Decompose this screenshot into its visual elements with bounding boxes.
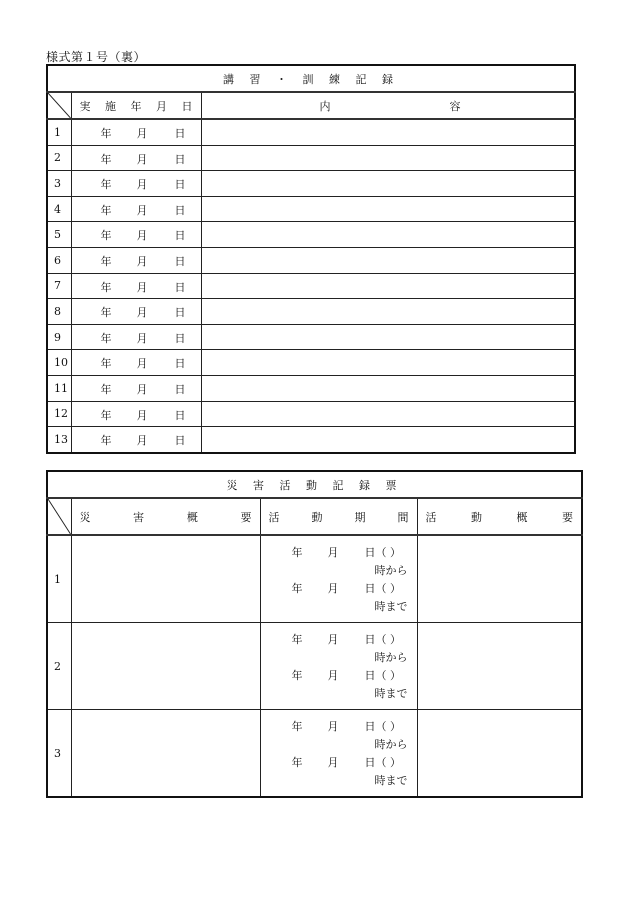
date-cell[interactable]: 年 月 日 — [71, 196, 201, 222]
date-cell[interactable]: 年 月 日 — [71, 299, 201, 325]
training-row — [47, 324, 575, 350]
row-number: 4 — [47, 196, 71, 222]
content-cell[interactable] — [201, 145, 575, 171]
training-record-table — [46, 64, 576, 454]
row-number: 5 — [47, 222, 71, 248]
content-cell[interactable] — [201, 427, 575, 453]
date-cell[interactable]: 年 月 日 — [71, 273, 201, 299]
header-content: 内 容 — [201, 92, 575, 119]
training-title: 講 習 ・ 訓 練 記 録 — [47, 65, 575, 92]
content-cell[interactable] — [201, 401, 575, 427]
disaster-title: 災 害 活 動 記 録 票 — [47, 471, 582, 498]
activity-period-cell[interactable]: 年 月 日（ ） 時から 年 月 日（ ） 時まで — [260, 710, 417, 798]
content-cell[interactable] — [201, 119, 575, 145]
header-date: 実 施 年 月 日 — [71, 92, 201, 119]
activity-summary-cell[interactable] — [417, 623, 582, 710]
training-row — [47, 299, 575, 325]
date-cell[interactable]: 年 月 日 — [71, 375, 201, 401]
row-number: 6 — [47, 247, 71, 273]
content-cell[interactable] — [201, 247, 575, 273]
training-row — [47, 119, 575, 145]
activity-period-cell[interactable]: 年 月 日（ ） 時から 年 月 日（ ） 時まで — [260, 623, 417, 710]
content-cell[interactable] — [201, 196, 575, 222]
activity-period-cell[interactable]: 年 月 日（ ） 時から 年 月 日（ ） 時まで — [260, 535, 417, 623]
training-row — [47, 427, 575, 453]
training-row — [47, 196, 575, 222]
header-disaster-summary: 災 害 概 要 — [71, 498, 260, 535]
row-number: 10 — [47, 350, 71, 376]
row-number: 7 — [47, 273, 71, 299]
training-row — [47, 401, 575, 427]
header-activity-period: 活 動 期 間 — [260, 498, 417, 535]
row-number: 8 — [47, 299, 71, 325]
form-label: 様式第１号（裏） — [46, 50, 147, 64]
date-cell[interactable]: 年 月 日 — [71, 324, 201, 350]
row-number: 3 — [47, 171, 71, 197]
training-row — [47, 247, 575, 273]
date-cell[interactable]: 年 月 日 — [71, 247, 201, 273]
training-row — [47, 375, 575, 401]
content-cell[interactable] — [201, 299, 575, 325]
training-row — [47, 171, 575, 197]
disaster-row — [47, 535, 582, 623]
row-number: 2 — [47, 145, 71, 171]
content-cell[interactable] — [201, 171, 575, 197]
row-number: 2 — [47, 623, 71, 710]
disaster-summary-cell[interactable] — [71, 623, 260, 710]
training-row — [47, 273, 575, 299]
training-row — [47, 145, 575, 171]
content-cell[interactable] — [201, 273, 575, 299]
date-cell[interactable]: 年 月 日 — [71, 119, 201, 145]
disaster-record-table — [46, 470, 583, 798]
date-cell[interactable]: 年 月 日 — [71, 401, 201, 427]
date-cell[interactable]: 年 月 日 — [71, 427, 201, 453]
date-cell[interactable]: 年 月 日 — [71, 350, 201, 376]
content-cell[interactable] — [201, 350, 575, 376]
date-cell[interactable]: 年 月 日 — [71, 171, 201, 197]
training-row — [47, 350, 575, 376]
header-diagonal-cell — [47, 498, 71, 535]
training-row — [47, 222, 575, 248]
disaster-summary-cell[interactable] — [71, 535, 260, 623]
content-cell[interactable] — [201, 222, 575, 248]
disaster-summary-cell[interactable] — [71, 710, 260, 798]
row-number: 1 — [47, 535, 71, 623]
row-number: 12 — [47, 401, 71, 427]
disaster-row — [47, 623, 582, 710]
row-number: 1 — [47, 119, 71, 145]
row-number: 9 — [47, 324, 71, 350]
activity-summary-cell[interactable] — [417, 710, 582, 798]
row-number: 13 — [47, 427, 71, 453]
date-cell[interactable]: 年 月 日 — [71, 222, 201, 248]
header-activity-summary: 活 動 概 要 — [417, 498, 582, 535]
row-number: 3 — [47, 710, 71, 798]
row-number: 11 — [47, 375, 71, 401]
content-cell[interactable] — [201, 324, 575, 350]
content-cell[interactable] — [201, 375, 575, 401]
disaster-row — [47, 710, 582, 798]
activity-summary-cell[interactable] — [417, 535, 582, 623]
date-cell[interactable]: 年 月 日 — [71, 145, 201, 171]
header-diagonal-cell — [47, 92, 71, 119]
